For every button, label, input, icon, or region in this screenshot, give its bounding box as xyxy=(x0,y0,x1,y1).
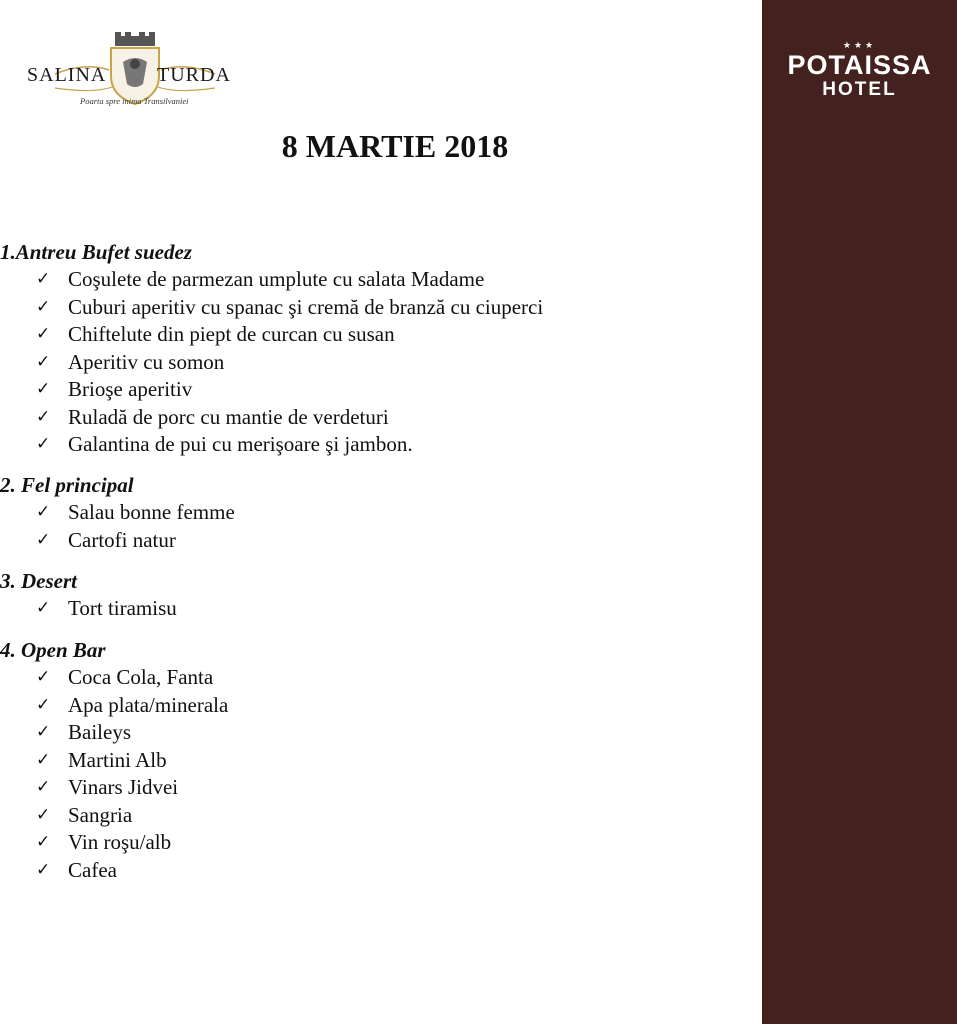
list-item: ✓ Galantina de pui cu merişoare şi jambon. xyxy=(36,432,413,456)
section-title: 1.Antreu Bufet suedez xyxy=(0,240,192,264)
list-item: ✓ Aperitiv cu somon xyxy=(36,349,225,374)
list-item: ✓ Ruladă de porc cu mantie de verdeturi xyxy=(36,404,389,429)
check-icon: ✓ xyxy=(36,722,51,742)
list-item: ✓ Coşulete de parmezan umplute cu salata Madame xyxy=(36,267,485,291)
page-title: 8 MARTIE 2018 xyxy=(281,128,509,164)
list-item: ✓ Cafea xyxy=(36,857,117,882)
hotel-name: POTAISSA xyxy=(787,50,932,80)
menu-section-open-bar xyxy=(0,637,228,884)
check-icon: ✓ xyxy=(36,324,51,344)
check-icon: ✓ xyxy=(36,598,51,618)
check-icon: ✓ xyxy=(36,269,51,289)
check-icon: ✓ xyxy=(36,777,51,797)
check-icon: ✓ xyxy=(36,434,51,454)
check-icon: ✓ xyxy=(36,804,51,825)
list-item: ✓ Baileys xyxy=(36,720,131,744)
section-title: 3. Desert xyxy=(0,569,77,593)
menu-section-fel-principal xyxy=(0,472,235,554)
hotel-subtitle: HOTEL xyxy=(822,79,897,100)
check-icon: ✓ xyxy=(36,406,51,427)
salina-turda-logo xyxy=(25,32,245,114)
list-item: ✓ Cartofi natur xyxy=(36,527,176,552)
check-icon: ✓ xyxy=(36,529,51,550)
list-item: ✓ Cuburi aperitiv cu spanac şi cremă de branză cu ciuperci xyxy=(36,294,544,319)
potaissa-hotel-logo xyxy=(762,40,957,100)
list-item: ✓ Salau bonne femme xyxy=(36,500,235,524)
list-item: ✓ Apa plata/minerala xyxy=(36,692,229,717)
list-item: ✓ Martini Alb xyxy=(36,747,167,772)
check-icon: ✓ xyxy=(36,859,51,880)
list-item: ✓ Brioşe aperitiv xyxy=(36,377,193,401)
check-icon: ✓ xyxy=(36,502,51,522)
logo-word-salina: SALINA xyxy=(27,64,107,86)
check-icon: ✓ xyxy=(36,296,51,317)
list-item: ✓ Chiftelute din piept de curcan cu susan xyxy=(36,322,395,346)
list-item: ✓ Coca Cola, Fanta xyxy=(36,665,214,689)
list-item: ✓ Vinars Jidvei xyxy=(36,775,179,799)
list-item: ✓ Vin roşu/alb xyxy=(36,830,172,854)
list-item: ✓ Tort tiramisu xyxy=(36,596,177,620)
check-icon: ✓ xyxy=(36,749,51,770)
check-icon: ✓ xyxy=(36,351,51,372)
menu-section-desert xyxy=(0,568,177,623)
logo-word-turda: TURDA xyxy=(157,64,231,86)
list-item: ✓ Sangria xyxy=(36,802,133,827)
logo-tagline: Poarta spre inima Transilvaniei xyxy=(80,96,189,106)
check-icon: ✓ xyxy=(36,667,51,687)
section-title: 2. Fel principal xyxy=(0,473,134,497)
check-icon: ✓ xyxy=(36,832,51,852)
check-icon: ✓ xyxy=(36,379,51,399)
hotel-stars: ★★★ xyxy=(842,40,877,50)
menu-section-antreu xyxy=(0,239,543,459)
brand-sidebar xyxy=(762,0,957,1024)
check-icon: ✓ xyxy=(36,694,51,715)
section-title: 4. Open Bar xyxy=(0,638,106,662)
